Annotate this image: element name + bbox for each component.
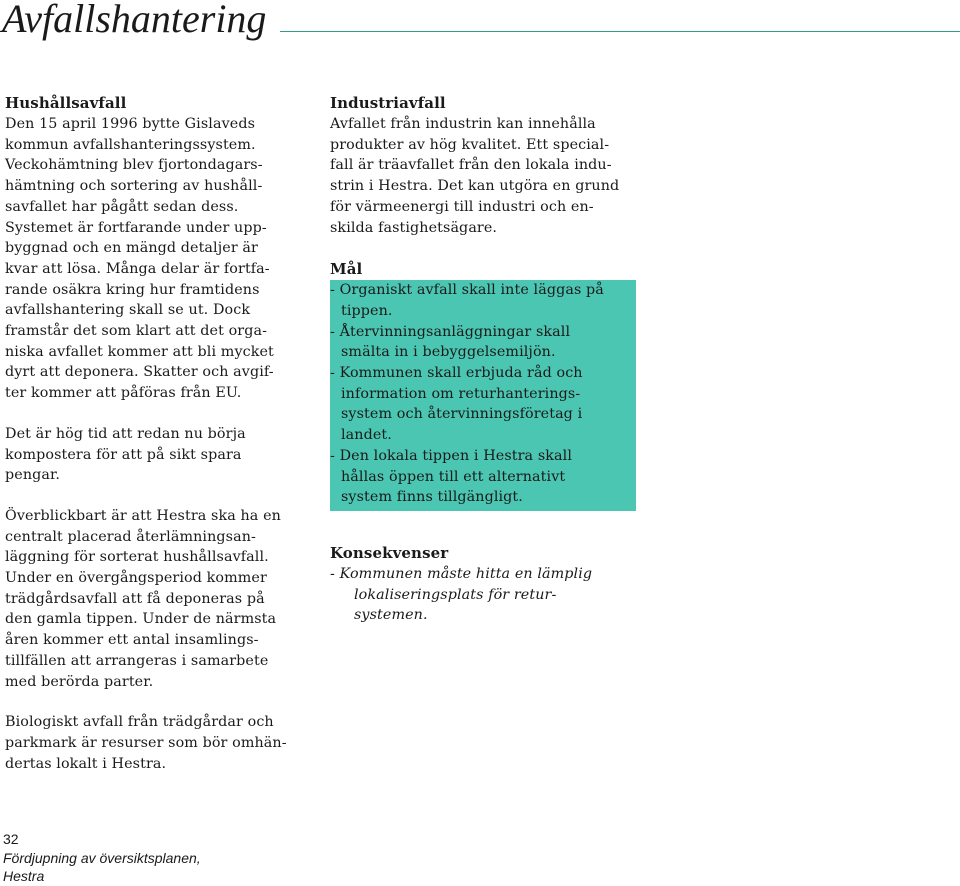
page-footer bbox=[3, 830, 201, 886]
text-line: avfallshantering skall se ut. Dock bbox=[5, 302, 251, 319]
text-line: Under en övergångsperiod kommer bbox=[5, 570, 267, 587]
text-line: med berörda parter. bbox=[5, 673, 154, 690]
goal-item: - Den lokala tippen i Hestra skall bbox=[330, 447, 572, 464]
mal-heading: Mål bbox=[330, 260, 363, 279]
biologiskt-paragraph bbox=[5, 712, 305, 774]
text-line: kommun avfallshanteringssystem. bbox=[5, 136, 256, 153]
text-line: skilda fastighetsägare. bbox=[330, 219, 498, 236]
text-line: Biologiskt avfall från trädgårdar och bbox=[5, 714, 274, 731]
text-line: den gamla tippen. Under de närmsta bbox=[5, 611, 277, 628]
consequence-item-continuation: lokaliseringsplats för retur- bbox=[354, 586, 557, 603]
footer-document-title: Fördjupning av översiktsplanen, bbox=[3, 849, 201, 866]
text-line: Det är hög tid att redan nu börja bbox=[5, 425, 246, 442]
hushallsavfall-heading: Hushållsavfall bbox=[5, 94, 127, 112]
goal-item-continuation: smälta in i bebyggelsemiljön. bbox=[341, 344, 556, 361]
hushallsavfall-text bbox=[5, 114, 305, 404]
industriavfall-text bbox=[330, 114, 640, 238]
text-line: kompostera för att på sikt spara bbox=[5, 446, 242, 463]
goal-item-continuation: system finns tillgängligt. bbox=[341, 489, 523, 506]
konsekvenser-text bbox=[330, 564, 640, 626]
text-line: Överblickbart är att Hestra ska ha en bbox=[5, 507, 281, 524]
overblick-paragraph bbox=[5, 506, 305, 692]
right-column bbox=[330, 93, 640, 626]
text-line: Avfallet från industrin kan innehålla bbox=[330, 116, 596, 132]
text-line: dyrt att deponera. Skatter och avgif- bbox=[5, 364, 274, 381]
paragraph-gap bbox=[5, 692, 305, 712]
paragraph-gap bbox=[5, 404, 305, 424]
goal-item-continuation: information om returhanterings- bbox=[341, 385, 581, 402]
text-line: centralt placerad återlämningsan- bbox=[5, 528, 256, 545]
text-line: åren kommer ett antal insamlings- bbox=[5, 632, 259, 649]
goal-item-continuation: tippen. bbox=[341, 302, 393, 319]
consequence-item: - Kommunen måste hitta en lämplig bbox=[330, 565, 593, 582]
goal-box bbox=[330, 280, 636, 511]
title-rule bbox=[280, 31, 960, 32]
industriavfall-heading: Industriavfall bbox=[330, 94, 446, 112]
text-line: parkmark är resurser som bör omhän- bbox=[5, 734, 287, 751]
goal-item: - Organiskt avfall skall inte läggas på bbox=[330, 282, 604, 299]
goal-item-continuation: system och återvinningsföretag i bbox=[341, 406, 583, 423]
text-line: kvar att lösa. Många delar är fortfa- bbox=[5, 260, 270, 277]
text-line: strin i Hestra. Det kan utgöra en grund bbox=[330, 178, 620, 195]
kompostera-paragraph bbox=[5, 424, 305, 486]
text-line: produkter av hög kvalitet. Ett special- bbox=[330, 136, 610, 153]
text-line: hämtning och sortering av hushåll- bbox=[5, 178, 263, 195]
goal-item: - Kommunen skall erbjuda råd och bbox=[330, 365, 583, 382]
page-title: Avfallshantering bbox=[2, 0, 267, 41]
goal-item-continuation: hållas öppen till ett alternativt bbox=[341, 468, 566, 485]
left-column bbox=[5, 93, 305, 774]
text-line: för värmeenergi till industri och en- bbox=[330, 198, 594, 215]
page-number: 32 bbox=[3, 831, 19, 847]
text-line: läggning för sorterat hushållsavfall. bbox=[5, 549, 269, 566]
text-line: fall är träavfallet från den lokala indu- bbox=[330, 157, 612, 174]
text-line: pengar. bbox=[5, 467, 61, 484]
text-line: Den 15 april 1996 bytte Gislaveds bbox=[5, 116, 256, 132]
goal-item-continuation: landet. bbox=[341, 427, 392, 444]
paragraph-gap bbox=[5, 486, 305, 506]
goal-item: - Återvinningsanläggningar skall bbox=[330, 323, 571, 340]
consequence-item-continuation: systemen. bbox=[354, 607, 428, 624]
text-line: rande osäkra kring hur framtidens bbox=[5, 281, 260, 298]
text-line: framstår det som klart att det orga- bbox=[5, 323, 268, 340]
text-line: tillfällen att arrangeras i samarbete bbox=[5, 652, 269, 669]
text-line: Veckohämtning blev fjortondagars- bbox=[5, 157, 263, 174]
text-line: Systemet är fortfarande under upp- bbox=[5, 219, 267, 236]
text-line: byggnad och en mängd detaljer är bbox=[5, 240, 258, 257]
text-line: trädgårdsavfall att få deponeras på bbox=[5, 590, 265, 607]
konsekvenser-heading: Konsekvenser bbox=[330, 543, 449, 562]
text-line: ter kommer att påföras från EU. bbox=[5, 385, 242, 402]
text-line: dertas lokalt i Hestra. bbox=[5, 755, 167, 772]
text-line: savfallet har pågått sedan dess. bbox=[5, 198, 239, 215]
footer-location: Hestra bbox=[3, 868, 45, 884]
text-line: niska avfallet kommer att bli mycket bbox=[5, 343, 274, 360]
